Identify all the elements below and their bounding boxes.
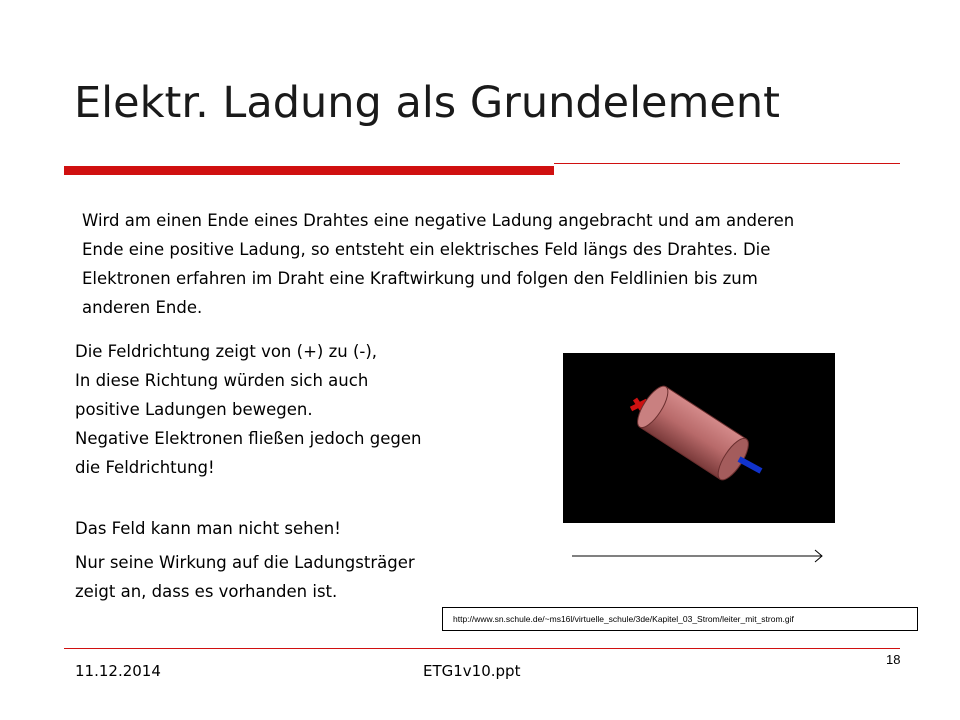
slide-title: Elektr. Ladung als Grundelement <box>74 78 780 128</box>
field-direction-text <box>75 337 377 424</box>
intro-line: Wird am einen Ende eines Drahtes eine negative Ladung angebracht und am anderen <box>82 211 795 230</box>
text-line: die Feldrichtung! <box>75 458 215 477</box>
intro-line: anderen Ende. <box>82 298 203 317</box>
text-line: zeigt an, dass es vorhanden ist. <box>75 582 338 601</box>
field-invisible-text <box>75 514 341 543</box>
charged-wire-illustration <box>563 353 835 523</box>
text-line: Nur seine Wirkung auf die Ladungsträger <box>75 553 415 572</box>
text-line: positive Ladungen bewegen. <box>75 400 313 419</box>
field-effect-text <box>75 548 415 606</box>
intro-paragraph <box>82 206 912 322</box>
title-underline-thick <box>64 166 554 175</box>
wire-cylinder-icon <box>632 382 754 484</box>
text-line: Die Feldrichtung zeigt von (+) zu (-), <box>75 342 378 361</box>
text-line: In diese Richtung würden sich auch <box>75 371 369 390</box>
intro-line: Elektronen erfahren im Draht eine Kraftwirkung und folgen den Feldlinien bis zum <box>82 269 758 288</box>
electron-flow-text <box>75 424 421 482</box>
title-underline-thin <box>554 163 900 164</box>
wire-animation-image <box>563 353 835 523</box>
footer-date: 11.12.2014 <box>75 662 161 680</box>
intro-line: Ende eine positive Ladung, so entsteht ein elektrisches Feld längs des Drahtes. Die <box>82 240 771 259</box>
text-line: Negative Elektronen fließen jedoch gegen <box>75 429 422 448</box>
field-direction-arrow-icon <box>572 546 827 566</box>
source-url: http://www.sn.schule.de/~ms16l/virtuelle_schule/3de/Kapitel_03_Strom/leiter_mit_strom.gif <box>442 607 918 631</box>
minus-charge-icon <box>739 459 761 471</box>
page-number: 18 <box>886 652 901 667</box>
text-line: Das Feld kann man nicht sehen! <box>75 519 341 538</box>
footer-filename: ETG1v10.ppt <box>423 662 521 680</box>
footer-divider <box>64 648 900 649</box>
